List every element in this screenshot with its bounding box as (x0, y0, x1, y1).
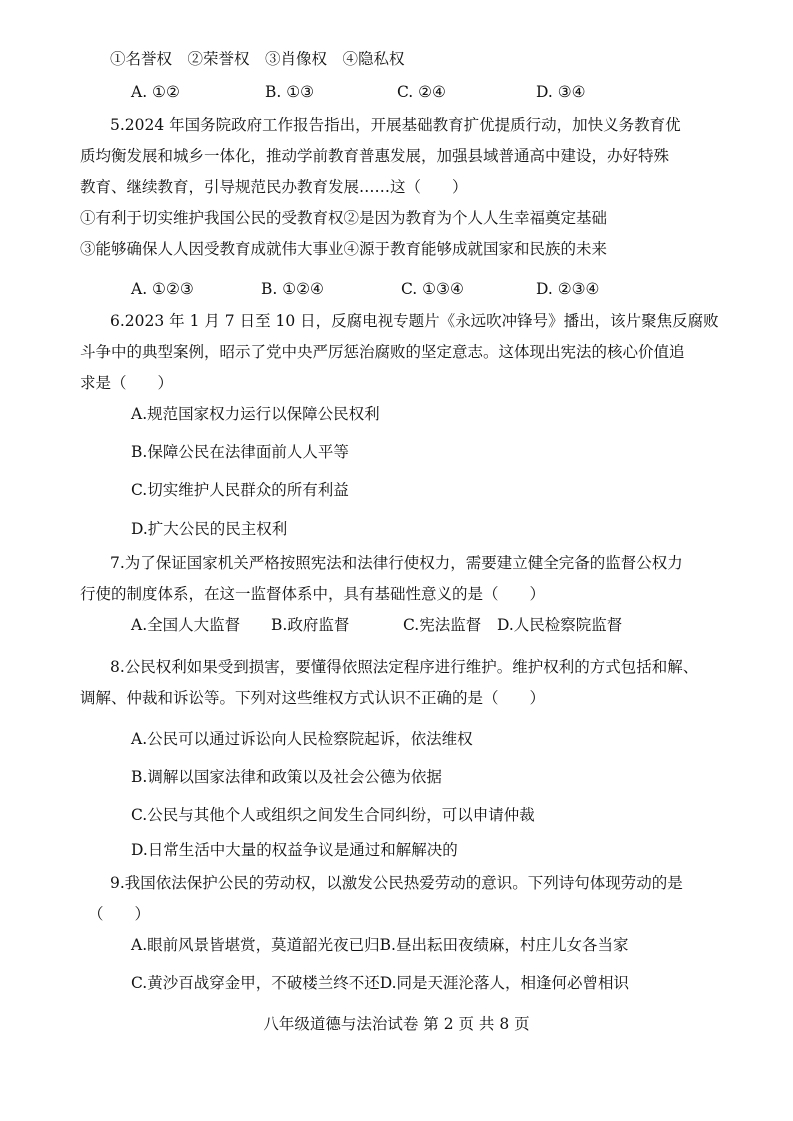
q5-option-d: D. ②③④ (536, 280, 600, 298)
q8-option-d: D.日常生活中大量的权益争议是通过和解解决的 (131, 841, 458, 859)
q5-option-c: C. ①③④ (401, 280, 464, 298)
q5-options (131, 278, 731, 300)
q7-options (131, 614, 731, 636)
q5-statement-line-2: ③能够确保人人因受教育成就伟大事业④源于教育能够成就国家和民族的未来 (80, 240, 608, 258)
q6-option-c: C.切实维护人民群众的所有利益 (131, 481, 349, 499)
q5-option-a: A. ①②③ (131, 280, 194, 298)
q6-option-b: B.保障公民在法律面前人人平等 (131, 443, 349, 461)
q9-stem-line-2: （ ） (88, 905, 151, 923)
page-footer: 八年级道德与法治试卷 第 2 页 共 8 页 (263, 1015, 530, 1033)
q6-option-a: A.规范国家权力运行以保障公民权利 (131, 405, 380, 423)
q9-options-row-1: A.眼前风景皆堪赏，莫道韶光夜已归B.昼出耘田夜绩麻，村庄儿女各当家 (131, 936, 629, 954)
q6-stem-line-1: 6.2023 年 1 月 7 日至 10 日，反腐电视专题片《永远吹冲锋号》播出，该片聚焦反腐败 (110, 312, 719, 330)
q5-stem-line-1: 5.2024 年国务院政府工作报告指出，开展基础教育扩优提质行动，加快义务教育优 (110, 116, 681, 134)
q8-stem-line-1: 8.公民权利如果受到损害，要懂得依照法定程序进行维护。维护权利的方式包括和解、 (110, 658, 699, 676)
q6-stem-line-3: 求是（ ） (80, 374, 174, 392)
q4-option-d: D. ③④ (536, 83, 586, 101)
q6-stem-line-2: 斗争中的典型案例，昭示了党中央严厉惩治腐败的坚定意志。这体现出宪法的核心价值追 (80, 343, 685, 361)
q8-option-b: B.调解以国家法律和政策以及社会公德为依据 (131, 768, 442, 786)
q5-option-b: B. ①②④ (261, 280, 324, 298)
q7-option-c: C.宪法监督 (403, 616, 482, 634)
q5-stem-line-2: 质均衡发展和城乡一体化，推动学前教育普惠发展，加强县域普通高中建设，办好特殊 (80, 147, 670, 165)
q8-stem-line-2: 调解、仲裁和诉讼等。下列对这些维权方式认识不正确的是（ ） (80, 689, 546, 707)
q4-statements: ①名誉权 ②荣誉权 ③肖像权 ④隐私权 (110, 50, 405, 68)
q7-option-a: A.全国人大监督 (131, 616, 241, 634)
q9-options-row-2: C.黄沙百战穿金甲，不破楼兰终不还D.同是天涯沦落人，相逢何必曾相识 (131, 974, 630, 992)
q4-option-b: B. ①③ (265, 83, 315, 101)
q5-statement-line-1: ①有利于切实维护我国公民的受教育权②是因为教育为个人人生幸福奠定基础 (80, 209, 608, 227)
q7-stem-line-1: 7.为了保证国家机关严格按照宪法和法律行使权力，需要建立健全完备的监督公权力 (110, 554, 683, 572)
q4-option-a: A. ①② (131, 83, 180, 101)
q7-option-d: D.人民检察院监督 (497, 616, 623, 634)
q5-stem-line-3: 教育、继续教育，引导规范民办教育发展……这（ ） (80, 178, 468, 196)
q8-option-c: C.公民与其他个人或组织之间发生合同纠纷，可以申请仲裁 (131, 806, 535, 824)
q6-option-d: D.扩大公民的民主权利 (131, 520, 288, 538)
q7-stem-line-2: 行使的制度体系，在这一监督体系中，具有基础性意义的是（ ） (80, 585, 546, 603)
q7-option-b: B.政府监督 (271, 616, 350, 634)
q8-option-a: A.公民可以通过诉讼向人民检察院起诉，依法维权 (131, 730, 473, 748)
q4-option-c: C. ②④ (397, 83, 446, 101)
q9-stem-line-1: 9.我国依法保护公民的劳动权，以激发公民热爱劳动的意识。下列诗句体现劳动的是 (110, 874, 683, 892)
q4-options (131, 81, 731, 103)
